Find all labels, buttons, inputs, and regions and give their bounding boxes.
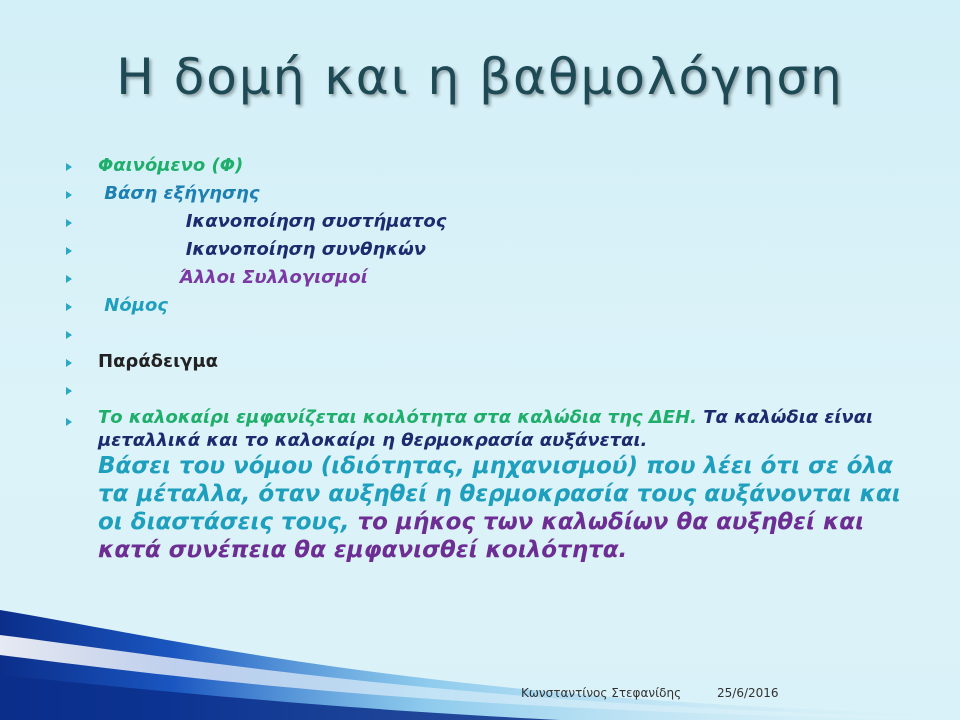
bullet-text: Νόμος	[98, 295, 168, 316]
bullet-text: Φαινόμενο (Φ)	[98, 155, 244, 176]
example-paragraph-intro	[98, 406, 918, 452]
triangle-right-icon	[66, 359, 72, 367]
example-paragraph	[66, 406, 918, 564]
slide-title: Η δομή και η βαθμολόγηση	[116, 48, 844, 106]
footer-date: 25/6/2016	[717, 686, 779, 700]
bullet-text: Ικανοποίηση συνθηκών	[98, 239, 427, 260]
triangle-right-icon	[66, 219, 72, 227]
triangle-right-icon	[66, 387, 72, 395]
bullet-example	[66, 348, 916, 376]
law-sentence: Βάσει του νόμου (ιδιότητας, μηχανισμού) που λέει ότι σε όλα τα μέταλλα, όταν αυξηθεί η θερμοκρασία τους αυξάνονται και οι διαστάσεις τους,	[98, 453, 901, 535]
triangle-right-icon	[66, 331, 72, 339]
conclusion-sentence: το μήκος των καλωδίων θα αυξηθεί και κατά συνέπεια θα εμφανισθεί κοιλότητα.	[98, 509, 865, 563]
triangle-right-icon	[66, 191, 72, 199]
footer-author: Κωνσταντίνος Στεφανίδης	[521, 686, 682, 700]
decorative-swoosh	[0, 580, 960, 720]
bullet-system-satisfaction	[66, 208, 916, 236]
phenomenon-sentence: Το καλοκαίρι εμφανίζεται κοιλότητα στα καλώδια της ΔΕΗ.	[98, 407, 697, 428]
triangle-right-icon	[66, 247, 72, 255]
bullet-text: Άλλοι Συλλογισμοί	[98, 267, 368, 288]
bullet-empty-1	[66, 320, 916, 348]
triangle-right-icon	[66, 303, 72, 311]
example-paragraph-explanation	[98, 452, 918, 564]
bullet-other-syllogisms	[66, 264, 916, 292]
triangle-right-icon	[66, 418, 72, 426]
bullet-empty-2	[66, 376, 916, 404]
triangle-right-icon	[66, 163, 72, 171]
bullet-text: Ικανοποίηση συστήματος	[98, 211, 447, 232]
triangle-right-icon	[66, 275, 72, 283]
bullet-explanation-basis	[66, 180, 916, 208]
bullet-text: Παράδειγμα	[98, 351, 218, 372]
bullet-text: Βάση εξήγησης	[98, 183, 260, 204]
premises-sentence: Τα καλώδια είναι μεταλλικά και το καλοκαίρι η θερμοκρασία αυξάνεται.	[98, 407, 874, 451]
bullet-list	[66, 152, 916, 564]
bullet-conditions-satisfaction	[66, 236, 916, 264]
bullet-law	[66, 292, 916, 320]
bullet-phenomenon	[66, 152, 916, 180]
